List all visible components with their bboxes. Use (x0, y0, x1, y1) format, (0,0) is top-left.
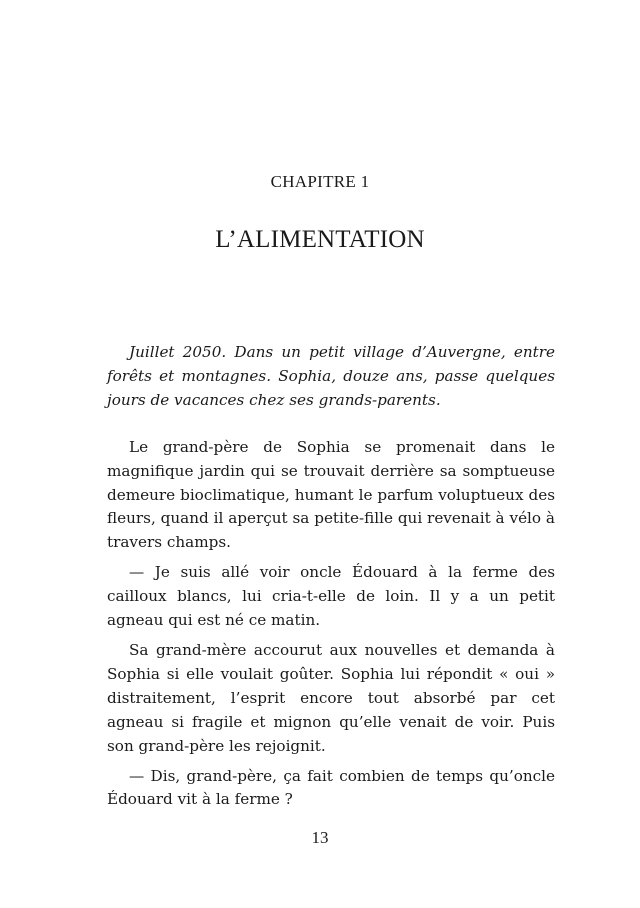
body-paragraph: Le grand-père de Sophia se promenait dans le magnifique jardin qui se trouvait derrière sa somptueuse demeure bioclimatique, humant le parfum voluptueux des fleurs, quand il aperçut sa petite-fille qui revenait à vélo à travers champs. (107, 437, 555, 552)
intro-paragraph: Juillet 2050. Dans un petit village d’Auvergne, entre forêts et montagnes. Sophia, douze ans, passe quelques jours de vacances chez ses grands-parents. (107, 343, 555, 409)
chapter-body (107, 341, 555, 812)
dialogue-paragraph: — Je suis allé voir oncle Édouard à la ferme des cailloux blancs, lui cria-t-elle de loin. Il y a un petit agneau qui est né ce matin. (107, 563, 555, 630)
body-paragraph: Sa grand-mère accourut aux nouvelles et demanda à Sophia si elle voulait goûter. Sophia lui répondit « oui » distraitement, l’esprit encore tout absorbé par cet agneau si fragile et mignon qu’elle venait de voir. Puis son grand-père les rejoignit. (107, 640, 555, 755)
dialogue-paragraph: — Dis, grand-père, ça fait combien de temps qu’oncle Édouard vit à la ferme ? (107, 766, 555, 809)
chapter-number: CHAPITRE 1 (270, 172, 370, 191)
page-number: 13 (311, 828, 329, 847)
chapter-title: L’ALIMENTATION (215, 226, 425, 253)
